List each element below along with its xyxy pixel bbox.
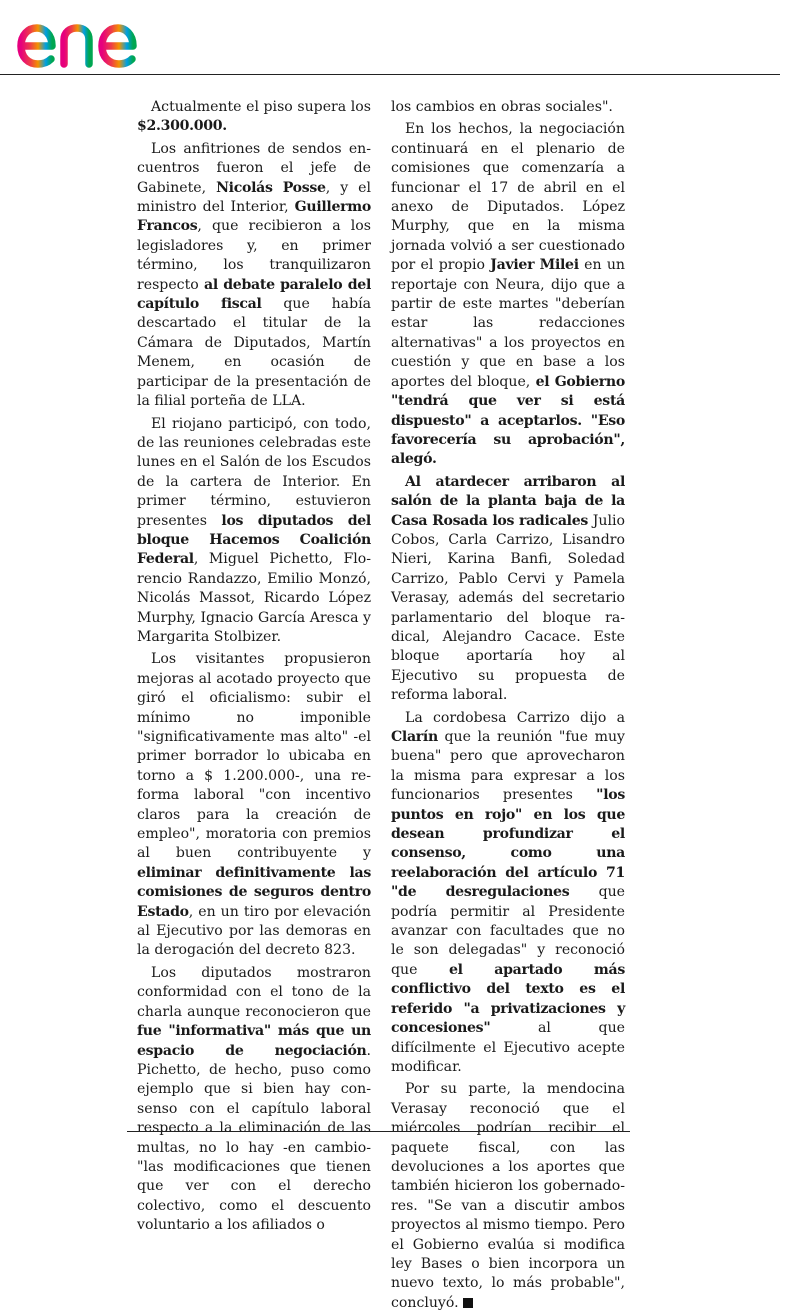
body-text: , en un tiro por elevación al Ejecutivo por las demoras en la derogación del decreto 823. — [137, 903, 371, 959]
body-text: que había descartado el titular de la Cámara de Diputados, Martín Menem, en ocasión de participar de la presentación de la filial porteña de LLA. — [137, 296, 372, 410]
body-text: Los diputados mostraron conformidad con el tono de la charla aunque reconocieron que — [137, 964, 371, 1020]
body-text: . Pichetto, de hecho, puso como ejemplo que si bien hay consenso con el capítulo laboral respecto a la eliminación de las multas, no lo hay -en cambio- "las modificaciones que tienen que ver con el derecho colectivo, como el descuento voluntario a los afiliados o — [137, 1042, 371, 1234]
footer-divider — [127, 1131, 630, 1132]
article-paragraph — [391, 98, 625, 117]
body-text: El riojano participó, con todo, de las reuniones celebradas este lunes en el Salón de los Escudos de la cartera de Interior. En primer término, estuvieron presentes — [137, 415, 371, 529]
body-text: que podría permitir al Presidente avanzar con facultades que no le son delegadas" y reconoció que — [391, 884, 626, 978]
article-column-left — [137, 98, 371, 1239]
article-paragraph — [137, 98, 371, 137]
body-text: Los anfitriones de sendos encuentros fueron el jefe de Gabinete, — [137, 140, 371, 196]
bold-text: "los puntos en rojo" en los que desean profundizar el consenso, como una reelaboración del artículo 71 "de desregulaciones — [391, 787, 625, 901]
article-paragraph — [137, 964, 371, 1236]
bold-text: fue "informativa" más que un espacio de negociación — [137, 1023, 371, 1059]
article-paragraph — [391, 709, 625, 1078]
article-paragraph — [137, 415, 371, 648]
body-text: los cambios en obras sociales". — [391, 99, 613, 115]
bold-text: Clarín — [391, 729, 438, 745]
body-text: , y el ministro del Interior, — [137, 179, 371, 216]
body-text: Por su parte, la mendocina Verasay reconoció que el miércoles podrían recibir el paquete fiscal, con las devoluciones a los aportes que también hicieron los gobernadores. "Se van a discutir ambos proyectos al mismo tiempo. Pero el Gobierno evalúa si modifica ley Bases o bien incorpora un nuevo texto, lo más probable", concluyó. — [391, 1081, 625, 1311]
bold-text: los diputados del bloque Hacemos Coalición Federal — [137, 512, 371, 568]
bold-text: $2.300.000. — [137, 118, 227, 135]
body-text: que la reunión "fue muy buena" pero que aprovecharon la misma para expresar a los funcionarios presentes — [391, 729, 625, 804]
body-text: Actualmente el piso supera los — [151, 99, 371, 115]
body-text: Julio Cobos, Carla Carrizo, Lisandro Nieri, Karina Banfi, Soledad Carrizo, Pablo Cervi y Pamela Verasay, además del secretario parlamentario del bloque radical, Alejandro Cacace. Este bloque aportaría hoy al Ejecutivo su propuesta de reforma laboral. — [391, 512, 625, 704]
end-of-article-mark — [463, 1298, 473, 1308]
article-paragraph — [137, 140, 371, 412]
body-text: , Miguel Pichetto, Florencio Randazzo, Emilio Monzó, Nicolás Massot, Ricardo López Murphy, Ignacio García Aresca y Margarita Stolbizer. — [137, 551, 371, 645]
bold-text: Javier Milei — [490, 257, 579, 274]
body-text: Los visitantes propusieron mejoras al acotado proyecto que giró el oficialismo: subir el mínimo no imponible "significativamente mas alto" -el primer borrador lo ubicaba en torno a $ 1.200.000-, una reforma laboral "con incentivo claros para la creación de empleo", moratoria con premios al buen contribuyente y — [137, 651, 371, 862]
article-paragraph — [391, 1080, 625, 1313]
bold-text: el apartado más conflictivo del texto es el referido "a privatizaciones y concesiones" — [391, 961, 626, 1037]
article-paragraph — [391, 120, 625, 469]
bold-text: Nicolás Posse — [216, 179, 326, 196]
bold-text: al debate paralelo del capítulo fiscal — [137, 276, 372, 313]
header-divider — [0, 74, 780, 75]
body-text: , que recibieron a los legisladores y, en primer término, los tranquilizaron respecto — [137, 218, 371, 293]
body-text: La cordobesa Carrizo dijo a — [405, 709, 625, 726]
bold-text: Al atardecer arribaron al salón de la planta baja de la Casa Rosada los radicales — [391, 473, 625, 529]
body-text: En los hechos, la negociación continuará en el plenario de comisiones que comenzaría a funcionar el 17 de abril en el anexo de Diputados. López Murphy, que en la misma jornada volvió a ser cuestionado por el propio — [391, 121, 625, 274]
body-text: en un reportaje con Neura, dijo que a partir de este martes "deberían estar las redacciones alternativas" a los proyectos en cuestión y que en base a los aportes del bloque, — [391, 257, 625, 390]
bold-text: eliminar definitivamente las comisiones de seguros dentro Estado — [137, 864, 371, 920]
bold-text: Guillermo Francos — [137, 199, 371, 235]
article-paragraph — [391, 473, 625, 706]
bold-text: el Gobierno "tendrá que ver si está dispuesto" a aceptarlos. "Eso favorecería su aprobación", alegó. — [391, 373, 625, 468]
body-text: al que difícilmente el Ejecutivo acepte modificar. — [391, 1020, 625, 1075]
enel-logo — [16, 8, 181, 68]
article-column-right — [391, 98, 625, 1316]
article-paragraph — [137, 650, 371, 961]
